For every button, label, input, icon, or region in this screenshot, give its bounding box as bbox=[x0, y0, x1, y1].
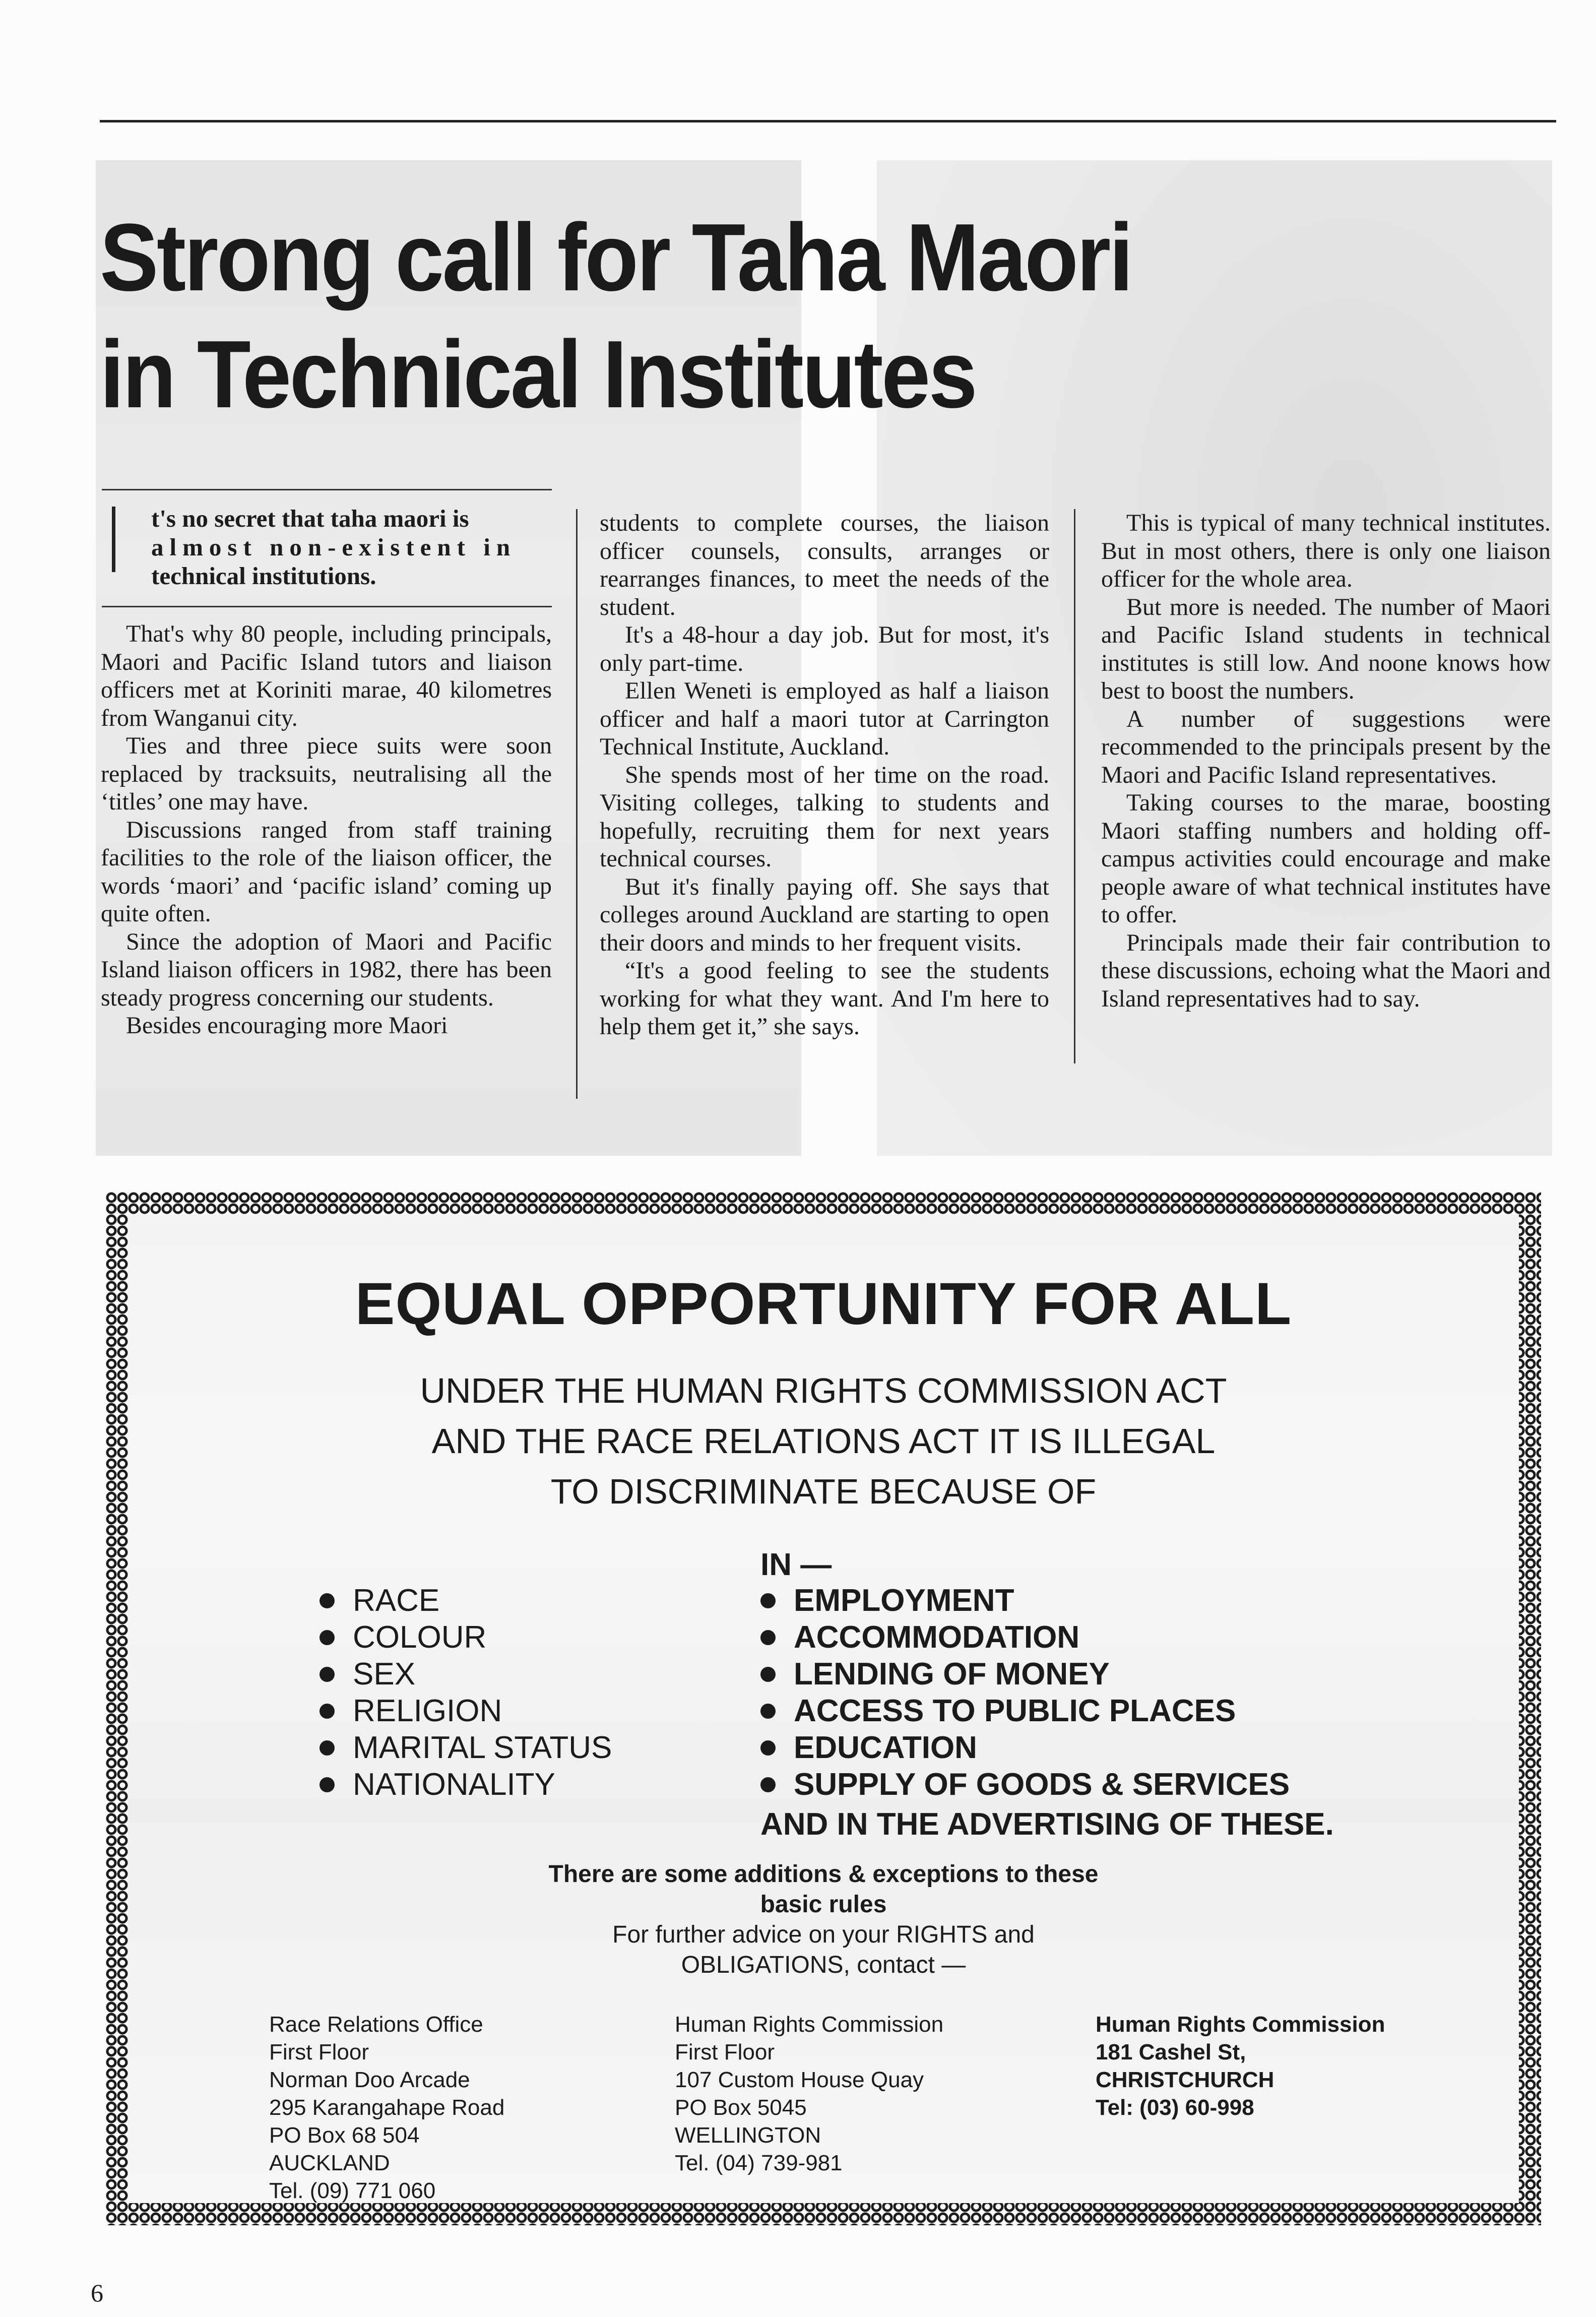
note-line-1: There are some additions & exceptions to these bbox=[548, 1861, 1099, 1888]
address-line: Tel: (03) 60-998 bbox=[1096, 2095, 1254, 2120]
list-item-label: RELIGION bbox=[353, 1694, 502, 1728]
advert-subtitle-2: AND THE RACE RELATIONS ACT IT IS ILLEGAL bbox=[431, 1421, 1216, 1461]
address-line: Tel. (09) 771 060 bbox=[269, 2178, 436, 2203]
list-item bbox=[320, 1619, 612, 1656]
bullet-icon bbox=[320, 1667, 335, 1682]
paragraph: A number of suggestions were recommended to the principals present by the Maori and Pacific Island representatives. bbox=[1101, 705, 1551, 788]
paragraph: But it's finally paying off. She says that colleges around Auckland are starting to open their doors and minds to her frequent visits. bbox=[600, 873, 1049, 956]
bullet-icon bbox=[320, 1740, 335, 1756]
drop-cap-i bbox=[112, 507, 115, 572]
bullet-icon bbox=[760, 1630, 776, 1645]
list-item bbox=[760, 1693, 1290, 1729]
column-divider bbox=[1074, 509, 1075, 1063]
lead-paragraph bbox=[151, 504, 552, 590]
paragraph: Taking courses to the marae, boosting Maori staffing numbers and holding off-campus activities could encourage and make people aware of what technical institutes have to offer. bbox=[1101, 789, 1551, 928]
bullet-icon bbox=[320, 1593, 335, 1608]
paragraph: Since the adoption of Maori and Pacific Island liaison officers in 1982, there has been steady progress concerning our students. bbox=[101, 928, 552, 1011]
bullet-icon bbox=[760, 1593, 776, 1608]
list-item bbox=[760, 1766, 1290, 1803]
note-line-4: OBLIGATIONS, contact — bbox=[681, 1952, 966, 1978]
advert-subtitle-1: UNDER THE HUMAN RIGHTS COMMISSION ACT bbox=[420, 1371, 1227, 1410]
address-wellington bbox=[675, 2011, 943, 2177]
note-line-3: For further advice on your RIGHTS and bbox=[612, 1921, 1035, 1948]
paragraph: Discussions ranged from staff training facilities to the role of the liaison officer, the words ‘maori’ and ‘pacific island’ coming up quite often. bbox=[101, 816, 552, 927]
list-item-label: COLOUR bbox=[353, 1620, 487, 1655]
address-christchurch bbox=[1096, 2011, 1385, 2121]
equal-opportunity-advert bbox=[106, 1192, 1541, 2225]
list-item-label: RACE bbox=[353, 1583, 440, 1618]
paragraph: students to complete courses, the liaison officer counsels, consults, arranges or rearranges finances, to meet the needs of the student. bbox=[600, 510, 1049, 620]
advert-title: EQUAL OPPORTUNITY FOR ALL bbox=[355, 1271, 1292, 1337]
paragraph: That's why 80 people, including principals, Maori and Pacific Island tutors and liaison officers met at Koriniti marae, 40 kilometres from Wanganui city. bbox=[101, 620, 552, 731]
article-column-1 bbox=[101, 620, 552, 1040]
lead-line-1: t's no secret that taha maori is bbox=[151, 505, 469, 532]
address-line: Human Rights Commission bbox=[675, 2012, 944, 2037]
address-line: PO Box 5045 bbox=[675, 2095, 807, 2120]
paragraph: But more is needed. The number of Maori and Pacific Island students in technical institutes is still low. And noone knows how best to boost the numbers. bbox=[1101, 593, 1551, 704]
address-line: Norman Doo Arcade bbox=[269, 2068, 470, 2092]
in-label: IN — bbox=[760, 1547, 832, 1582]
page-number: 6 bbox=[91, 2279, 103, 2307]
bullet-icon bbox=[760, 1704, 776, 1719]
lead-line-3: technical institutions. bbox=[151, 562, 376, 590]
advert-subtitle-3: TO DISCRIMINATE BECAUSE OF bbox=[550, 1472, 1097, 1511]
advertising-line: AND IN THE ADVERTISING OF THESE. bbox=[760, 1807, 1334, 1842]
address-line: Tel. (04) 739-981 bbox=[675, 2151, 843, 2175]
top-rule bbox=[100, 120, 1556, 122]
headline-line-1: Strong call for Taha Maori bbox=[100, 204, 1132, 311]
lead-line-2: almost non-existent in bbox=[151, 533, 517, 561]
paragraph: Besides encouraging more Maori bbox=[126, 1012, 448, 1039]
paragraph: This is typical of many technical institutes. But in most others, there is only one liaison officer for the whole area. bbox=[1101, 510, 1551, 592]
column-divider bbox=[576, 509, 578, 1099]
list-item bbox=[760, 1656, 1290, 1693]
grounds-list bbox=[320, 1582, 612, 1803]
list-item bbox=[760, 1729, 1290, 1766]
paragraph: It's a 48-hour a day job. But for most, it's only part-time. bbox=[600, 621, 1049, 676]
list-item bbox=[320, 1766, 612, 1803]
address-line: First Floor bbox=[675, 2040, 775, 2064]
headline-line-2: in Technical Institutes bbox=[100, 321, 976, 428]
headline bbox=[100, 199, 1166, 433]
list-item bbox=[320, 1582, 612, 1619]
paragraph: “It's a good feeling to see the students working for what they want. And I'm here to help them get it,” she says. bbox=[600, 957, 1049, 1040]
bullet-icon bbox=[320, 1704, 335, 1719]
address-line: 295 Karangahape Road bbox=[269, 2095, 505, 2120]
address-line: Human Rights Commission bbox=[1096, 2012, 1385, 2037]
note-line-2: basic rules bbox=[760, 1891, 887, 1918]
address-line: 181 Cashel St, bbox=[1096, 2040, 1246, 2064]
list-item-label: SUPPLY OF GOODS & SERVICES bbox=[794, 1767, 1290, 1802]
list-item bbox=[760, 1582, 1290, 1619]
bullet-icon bbox=[760, 1740, 776, 1756]
list-item-label: MARITAL STATUS bbox=[353, 1730, 612, 1765]
bullet-icon bbox=[760, 1667, 776, 1682]
list-item bbox=[760, 1619, 1290, 1656]
bullet-icon bbox=[320, 1630, 335, 1645]
address-line: WELLINGTON bbox=[675, 2123, 821, 2148]
list-item bbox=[320, 1729, 612, 1766]
list-item-label: NATIONALITY bbox=[353, 1767, 555, 1802]
address-line: 107 Custom House Quay bbox=[675, 2068, 924, 2092]
article-column-2 bbox=[600, 509, 1049, 1041]
lead-rule-bottom bbox=[102, 606, 552, 607]
address-line: PO Box 68 504 bbox=[269, 2123, 420, 2148]
list-item-label: EDUCATION bbox=[794, 1730, 977, 1765]
list-item-label: ACCESS TO PUBLIC PLACES bbox=[794, 1694, 1236, 1728]
list-item-label: SEX bbox=[353, 1657, 416, 1692]
address-auckland bbox=[269, 2011, 504, 2205]
address-line: CHRISTCHURCH bbox=[1096, 2068, 1274, 2092]
list-item bbox=[320, 1656, 612, 1693]
address-line: Race Relations Office bbox=[269, 2012, 483, 2037]
advert-notes bbox=[128, 1859, 1519, 1980]
article-column-3 bbox=[1101, 509, 1551, 1013]
list-item bbox=[320, 1693, 612, 1729]
address-line: First Floor bbox=[269, 2040, 369, 2064]
paragraph: Ties and three piece suits were soon replaced by tracksuits, neutralising all the ‘titles’ one may have. bbox=[101, 732, 552, 815]
list-item-label: ACCOMMODATION bbox=[794, 1620, 1080, 1655]
lead-rule-top bbox=[102, 489, 552, 490]
address-line: AUCKLAND bbox=[269, 2151, 390, 2175]
areas-list bbox=[760, 1582, 1290, 1803]
list-item-label: LENDING OF MONEY bbox=[794, 1657, 1110, 1692]
bullet-icon bbox=[760, 1777, 776, 1792]
bullet-icon bbox=[320, 1777, 335, 1792]
paragraph: Principals made their fair contribution to these discussions, echoing what the Maori and Island representatives had to say. bbox=[1101, 929, 1551, 1012]
paragraph: She spends most of her time on the road. Visiting colleges, talking to students and hopefully, recruiting them for next years technical courses. bbox=[600, 761, 1049, 872]
paragraph: Ellen Weneti is employed as half a liaison officer and half a maori tutor at Carrington Technical Institute, Auckland. bbox=[600, 677, 1049, 760]
list-item-label: EMPLOYMENT bbox=[794, 1583, 1014, 1618]
advert-panel bbox=[128, 1214, 1519, 2203]
